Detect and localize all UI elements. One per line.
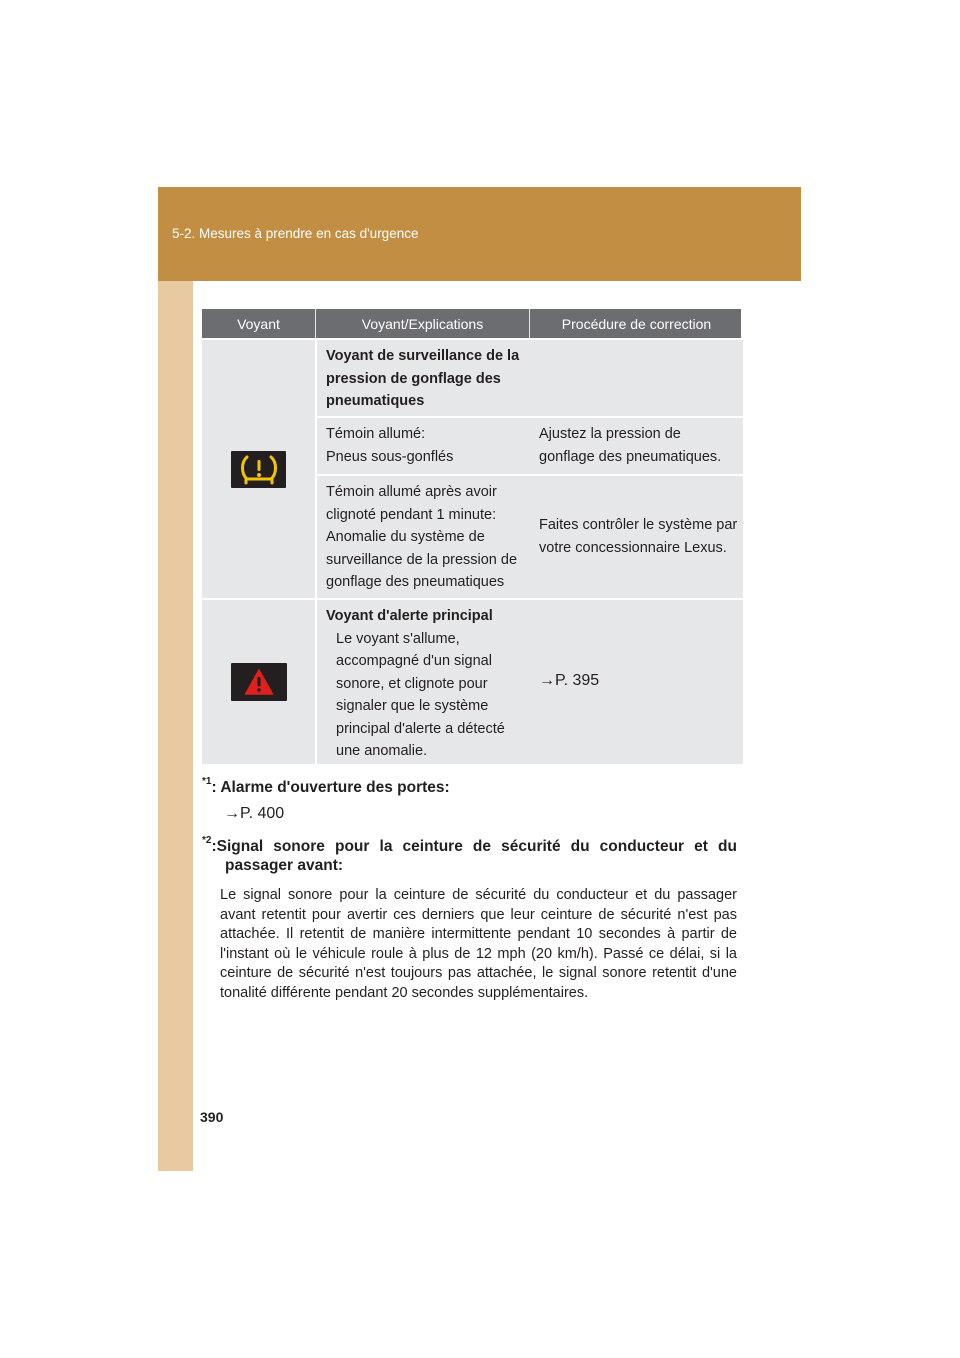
footnote-2-paragraph: Le signal sonore pour la ceinture de sécurité du conducteur et du passager avant retentit pour avertir ces derniers que leur ceinture de sécurité n'est pas attachée. Il retentit de manière intermittente pendant 10 secondes à partir de l'instant où le véhicule roule à plus de 12 mph (20 km/h). Passé ce délai, si la ceinture de sécurité n'est toujours pas attachée, le signal sonore retentit d'une tonalité différente pendant 20 secondes supplémentaires. [220,887,737,1001]
table-group-master-warning [202,600,741,764]
group-rows [317,340,743,598]
procedure-link[interactable]: →P. 395 [539,672,600,690]
icon-cell [202,600,315,764]
tire-pressure-warning-icon [231,451,286,488]
footnote-2-mark: *2 [202,835,212,846]
explanation-cell [317,600,528,764]
explanation-cell: Voyant de surveillance de la pression de gonflage des pneumatiques [326,348,520,409]
explanation-cell: Témoin allumé après avoir clignoté pendant 1 minute: Anomalie du système de surveillance de la pression de gonflage des pneumatiques [326,484,518,590]
footnote-1-title [202,772,450,799]
table-row [317,476,743,598]
icon-cell [202,340,315,598]
table-row [317,340,743,416]
table-row [317,418,743,474]
master-warning-title: Voyant d'alerte principal [326,608,493,624]
procedure-cell: Faites contrôler le système par votre concessionnaire Lexus. [539,517,738,556]
page-number: 390 [200,1109,224,1125]
footnote-1-mark: *1 [202,776,212,787]
explanation-cell: Témoin allumé: Pneus sous-gonflés [326,426,454,465]
column-header-procedure: Procédure de correction [529,309,743,338]
table-group-tire-pressure [202,340,741,598]
column-header-voyant: Voyant [237,315,280,332]
master-warning-body: Le voyant s'allume, accompagné d'un signal sonore, et clignote pour signaler que le système principal d'alerte a détecté une anomalie. [336,630,505,759]
table-row [317,600,743,764]
procedure-cell [530,340,743,416]
footnote-2-text: :Signal sonore pour la ceinture de sécurité du conducteur et du [211,838,737,856]
master-warning-icon [231,663,287,701]
procedure-cell: Ajustez la pression de gonflage des pneumatiques. [539,426,722,465]
section-title: 5-2. Mesures à prendre en cas d'urgence [172,226,419,241]
warning-table [202,309,741,764]
footnote-1-page-reference[interactable]: →P. 400 [224,805,285,822]
column-header-explications: Voyant/Explications [315,309,529,338]
footnote-2-title-continued: passager avant: [225,857,344,874]
table-header [202,309,741,338]
footnote-1-text: : Alarme d'ouverture des portes: [211,779,450,797]
side-strip [158,187,193,1171]
group-rows [317,600,743,764]
